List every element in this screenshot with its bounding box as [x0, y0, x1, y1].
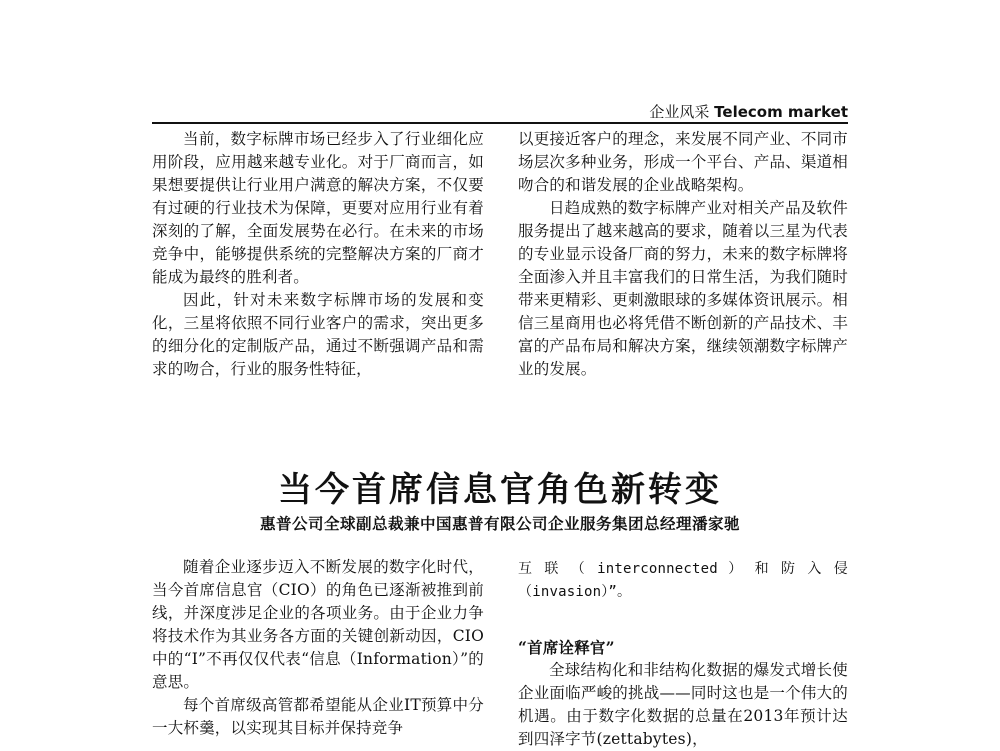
article-byline: 惠普公司全球副总裁兼中国惠普有限公司企业服务集团总经理潘家驰: [259, 514, 740, 533]
article2-right-column: [518, 558, 848, 751]
article2-left-column: [152, 556, 484, 740]
article1-right-column: [518, 128, 848, 381]
header-rule: [152, 122, 848, 124]
header-chinese: 企业风采: [649, 103, 710, 121]
paragraph: 随着企业逐步迈入不断发展的数字化时代，当今首席信息官（CIO）的角色已逐渐被推到前线，并深度涉足企业的各项业务。由于企业力争将技术作为其业务各方面的关键创新动因，CIO中的“I”不再仅仅代表“信息（Information）”的意思。: [152, 558, 484, 691]
article1-left-column: [152, 128, 484, 381]
paragraph: 每个首席级高管都希望能从企业IT预算中分一大杯羹，以实现其目标并保持竞争: [152, 696, 484, 737]
running-header: [649, 101, 848, 122]
paragraph: 以更接近客户的理念，来发展不同产业、不同市场层次多种业务，形成一个平台、产品、渠道相吻合的和谐发展的企业战略架构。: [518, 130, 848, 194]
paragraph: 全球结构化和非结构化数据的爆发式增长使企业面临严峻的挑战——同时这也是一个伟大的机遇。由于数字化数据的总量在2013年预计达到四泽字节(zettabytes)，: [518, 661, 848, 748]
section-heading: “首席诠释官”: [518, 638, 615, 657]
paragraph: 当前，数字标牌市场已经步入了行业细化应用阶段，应用越来越专业化。对于厂商而言，如果想要提供让行业用户满意的解决方案，不仅要有过硬的行业技术为保障，更要对应用行业有着深刻的了解，全面发展势在必行。在未来的市场竞争中，能够提供系统的完整解决方案的厂商才能成为最终的胜利者。: [152, 130, 484, 286]
paragraph-continuation: 互 联 （ interconnected ） 和 防 入 侵: [518, 561, 848, 577]
paragraph: 日趋成熟的数字标牌产业对相关产品及软件服务提出了越来越高的要求，随着以三星为代表的专业显示设备厂商的努力，未来的数字标牌将全面渗入并且丰富我们的日常生活，为我们随时带来更精彩、更刺激眼球的多媒体资讯展示。相信三星商用也必将凭借不断创新的产品技术、丰富的产品布局和解决方案，继续领潮数字标牌产业的发展。: [518, 199, 848, 378]
header-english: Telecom market: [714, 103, 848, 121]
paragraph: 因此，针对未来数字标牌市场的发展和变化，三星将依照不同行业客户的需求，突出更多的细分化的定制版产品，通过不断强调产品和需求的吻合，行业的服务性特征，: [152, 291, 484, 378]
article-title: 当今首席信息官角色新转变: [278, 470, 722, 510]
paragraph-continuation-end: （invasion）”。: [518, 584, 632, 600]
